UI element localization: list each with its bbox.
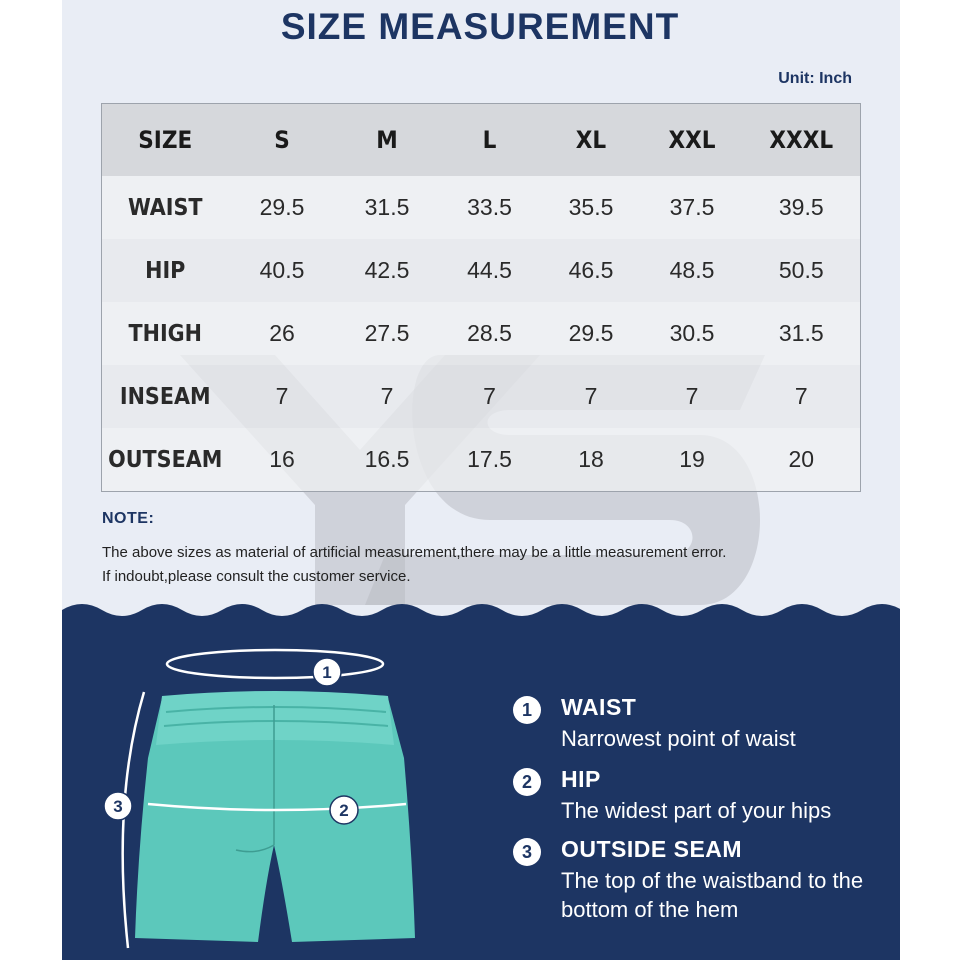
- table-cell: 46.5: [541, 239, 642, 302]
- table-cell: 7: [336, 365, 439, 428]
- legend-title: HIP: [561, 766, 601, 792]
- header-cell-s: S: [229, 104, 336, 177]
- table-row-outseam: [102, 428, 861, 492]
- legend-number: 2: [513, 768, 541, 796]
- table-cell: 30.5: [642, 302, 743, 365]
- table-cell: 44.5: [439, 239, 541, 302]
- table-cell: 29.5: [229, 176, 336, 239]
- table-cell: 7: [541, 365, 642, 428]
- table-cell: 40.5: [229, 239, 336, 302]
- table-cell: 19: [642, 428, 743, 492]
- table-cell: 7: [229, 365, 336, 428]
- table-cell: 16.5: [336, 428, 439, 492]
- row-label: HIP: [102, 239, 229, 302]
- table-row-inseam: [102, 365, 861, 428]
- table-cell: 42.5: [336, 239, 439, 302]
- legend-number: 3: [513, 838, 541, 866]
- table-cell: 20: [743, 428, 861, 492]
- table-cell: 31.5: [336, 176, 439, 239]
- marker-2-label: 2: [339, 801, 349, 820]
- row-label: THIGH: [102, 302, 229, 365]
- page-title: SIZE MEASUREMENT: [280, 6, 680, 47]
- legend-title: OUTSIDE SEAM: [561, 836, 743, 862]
- header-cell-size: SIZE: [102, 104, 229, 177]
- table-header-row: [102, 104, 861, 177]
- note-heading: NOTE:: [102, 510, 155, 527]
- marker-1: [313, 658, 341, 686]
- marker-1-label: 1: [322, 663, 332, 682]
- table-row-waist: [102, 176, 861, 239]
- marker-2: [330, 796, 358, 824]
- note-text: [102, 541, 726, 589]
- table-cell: 7: [642, 365, 743, 428]
- note-line-1: The above sizes as material of artificial measurement,there may be a little measurement error.: [102, 544, 727, 561]
- table-row-hip: [102, 239, 861, 302]
- table-cell: 7: [439, 365, 541, 428]
- table-cell: 17.5: [439, 428, 541, 492]
- marker-3-label: 3: [113, 797, 123, 816]
- row-label: OUTSEAM: [102, 428, 229, 492]
- legend-desc: The top of the waistband to the bottom of the hem: [561, 868, 864, 922]
- table-cell: 48.5: [642, 239, 743, 302]
- row-label: INSEAM: [102, 365, 229, 428]
- table-row-thigh: [102, 302, 861, 365]
- size-table: [101, 103, 861, 492]
- table-cell: 26: [229, 302, 336, 365]
- shorts-diagram: [62, 600, 482, 960]
- legend-title: WAIST: [561, 694, 637, 720]
- table-cell: 37.5: [642, 176, 743, 239]
- legend-desc: The widest part of your hips: [561, 798, 832, 823]
- table-cell: 39.5: [743, 176, 861, 239]
- table-cell: 29.5: [541, 302, 642, 365]
- legend-number: 1: [513, 696, 541, 724]
- header-cell-xxxl: XXXL: [743, 104, 861, 177]
- table-cell: 50.5: [743, 239, 861, 302]
- table-cell: 33.5: [439, 176, 541, 239]
- legend-desc: Narrowest point of waist: [561, 726, 796, 751]
- table-cell: 31.5: [743, 302, 861, 365]
- table-cell: 16: [229, 428, 336, 492]
- header-cell-xl: XL: [541, 104, 642, 177]
- header-cell-m: M: [336, 104, 439, 177]
- header-cell-l: L: [439, 104, 541, 177]
- table-cell: 18: [541, 428, 642, 492]
- table-cell: 35.5: [541, 176, 642, 239]
- row-label: WAIST: [102, 176, 229, 239]
- table-cell: 27.5: [336, 302, 439, 365]
- unit-label: Unit: Inch: [778, 70, 852, 87]
- marker-3: [104, 792, 132, 820]
- table-cell: 28.5: [439, 302, 541, 365]
- table-cell: 7: [743, 365, 861, 428]
- header-cell-xxl: XXL: [642, 104, 743, 177]
- note-line-2: If indoubt,please consult the customer service.: [102, 568, 411, 585]
